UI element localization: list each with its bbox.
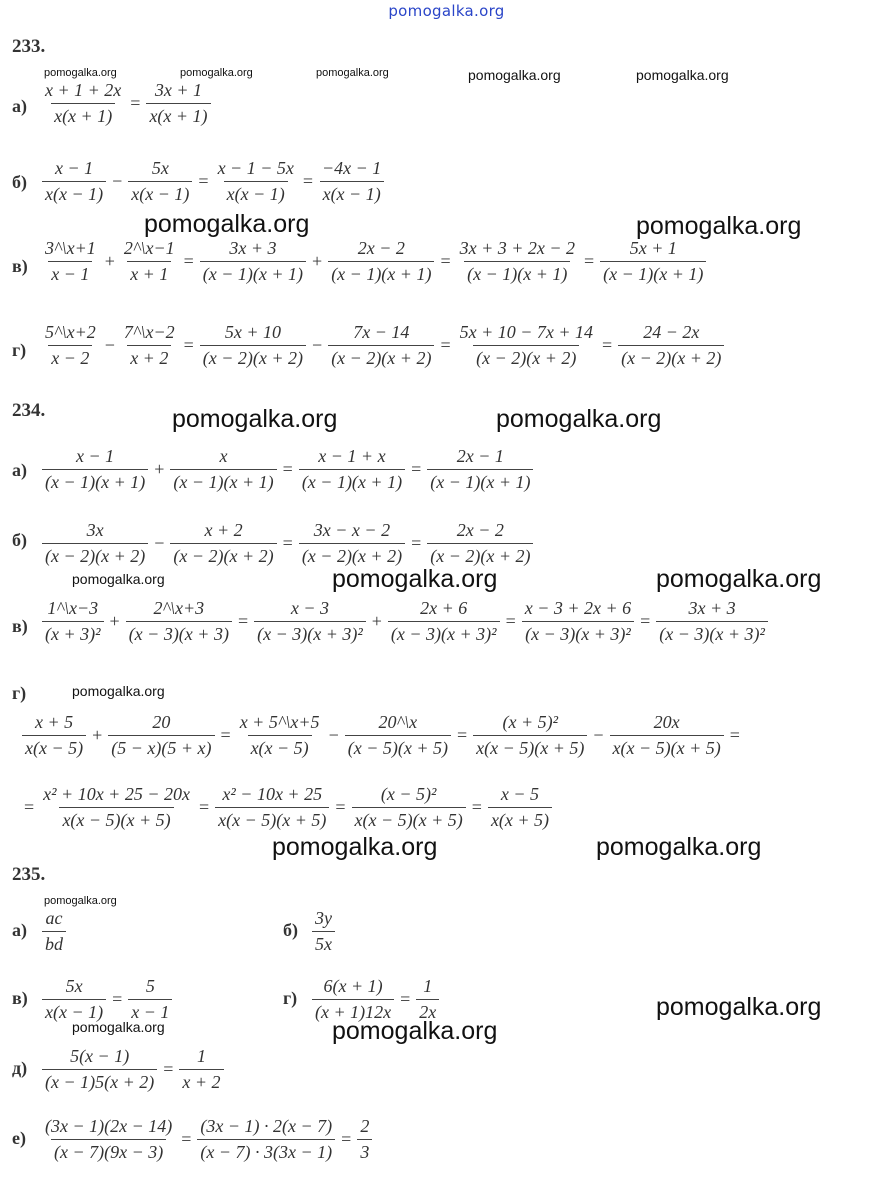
fraction xyxy=(319,158,384,204)
numerator: x − 3 xyxy=(290,598,329,618)
part-label: б) xyxy=(12,172,27,192)
denominator: x(x − 5)(x + 5) xyxy=(215,807,329,831)
numerator: 5 xyxy=(145,976,155,996)
numerator: x − 5 xyxy=(500,784,540,804)
denominator: (x − 3)(x + 3) xyxy=(126,621,232,645)
watermark: pomogalka.org xyxy=(468,67,561,83)
fraction xyxy=(427,446,533,492)
fraction xyxy=(357,1116,372,1162)
fraction xyxy=(42,520,148,566)
numerator: 3x + 1 xyxy=(154,80,203,100)
equation xyxy=(40,446,535,492)
watermark: pomogalka.org xyxy=(72,571,165,587)
fraction xyxy=(42,158,106,204)
numerator: −4x − 1 xyxy=(322,158,382,178)
denominator: (x − 1)5(x + 2) xyxy=(42,1069,157,1093)
part-label: а) xyxy=(12,460,27,480)
part-label: в) xyxy=(12,256,28,276)
part-label: г) xyxy=(283,988,298,1008)
equation xyxy=(20,784,554,830)
operator: = xyxy=(411,532,422,553)
denominator: (x − 3)(x + 3)² xyxy=(522,621,634,645)
denominator: (x − 1)(x + 1) xyxy=(464,261,570,285)
denominator: (x − 2)(x + 2) xyxy=(170,543,276,567)
operator: = xyxy=(237,610,249,631)
fraction xyxy=(146,80,210,126)
numerator: 3x xyxy=(86,520,104,540)
watermark: pomogalka.org xyxy=(172,405,338,433)
numerator: x xyxy=(219,446,228,466)
numerator: 2^\x−1 xyxy=(123,238,175,258)
operator: − xyxy=(312,334,323,355)
numerator: 1 xyxy=(196,1046,206,1066)
part-label: а) xyxy=(12,920,27,940)
fraction xyxy=(618,322,724,368)
numerator: 5x + 1 xyxy=(629,238,677,258)
fraction xyxy=(457,322,596,368)
equation xyxy=(40,908,68,954)
operator: + xyxy=(109,610,120,631)
denominator: x(x + 5) xyxy=(488,807,552,831)
operator: = xyxy=(112,988,123,1009)
watermark: pomogalka.org xyxy=(44,67,117,79)
operator: = xyxy=(302,170,313,191)
operator: = xyxy=(198,170,209,191)
watermark: pomogalka.org xyxy=(496,405,662,433)
watermark: pomogalka.org xyxy=(636,212,802,240)
problem-number: 233. xyxy=(12,36,46,57)
denominator: x + 2 xyxy=(127,345,171,369)
numerator: 6(x + 1) xyxy=(323,976,383,996)
denominator: x(x − 5)(x + 5) xyxy=(352,807,466,831)
denominator: x(x − 1) xyxy=(128,181,192,205)
denominator: x + 1 xyxy=(127,261,171,285)
numerator: x − 1 + x xyxy=(318,446,386,466)
numerator: 3x + 3 xyxy=(688,598,736,618)
numerator: 5(x − 1) xyxy=(70,1046,130,1066)
fraction xyxy=(108,712,214,758)
fraction xyxy=(254,598,366,644)
fraction xyxy=(42,80,124,126)
part-label: б) xyxy=(283,920,298,940)
denominator: (x − 7) · 3(3x − 1) xyxy=(197,1139,335,1163)
operator: + xyxy=(92,724,103,745)
fraction xyxy=(312,908,335,954)
operator: = xyxy=(411,458,422,479)
operator: = xyxy=(335,796,346,817)
part-label: д) xyxy=(12,1058,28,1078)
operator: − xyxy=(328,724,339,745)
denominator: (x − 2)(x + 2) xyxy=(427,543,533,567)
fraction xyxy=(121,238,178,284)
part-label: в) xyxy=(12,988,28,1008)
equation xyxy=(40,520,535,566)
fraction xyxy=(200,322,306,368)
denominator: (x − 1)(x + 1) xyxy=(600,261,706,285)
operator: = xyxy=(181,1128,192,1149)
denominator: x(x − 1) xyxy=(224,181,288,205)
fraction xyxy=(457,238,578,284)
numerator: 5x + 10 xyxy=(224,322,281,342)
numerator: 7^\x−2 xyxy=(123,322,175,342)
denominator: x(x − 5)(x + 5) xyxy=(610,735,724,759)
denominator: x − 2 xyxy=(48,345,92,369)
numerator: 3y xyxy=(315,908,332,928)
numerator: x − 1 xyxy=(76,446,115,466)
denominator: x(x + 1) xyxy=(146,103,210,127)
numerator: x² − 10x + 25 xyxy=(222,784,323,804)
part-label: е) xyxy=(12,1128,26,1148)
watermark: pomogalka.org xyxy=(272,833,438,861)
operator: = xyxy=(471,796,482,817)
fraction xyxy=(427,520,533,566)
operator: = xyxy=(729,724,740,745)
numerator: ac xyxy=(45,908,63,928)
denominator: (x − 1)(x + 1) xyxy=(427,469,533,493)
numerator: x + 1 + 2x xyxy=(45,80,122,100)
numerator: (3x − 1) · 2(x − 7) xyxy=(200,1116,333,1136)
watermark: pomogalka.org xyxy=(656,993,822,1021)
numerator: 3x + 3 xyxy=(229,238,277,258)
numerator: 5^\x+2 xyxy=(45,322,96,342)
operator: + xyxy=(154,458,165,479)
part-label: г) xyxy=(12,340,27,360)
denominator: x(x − 5)(x + 5) xyxy=(473,735,587,759)
fraction xyxy=(237,712,323,758)
numerator: x + 5^\x+5 xyxy=(239,712,320,732)
denominator: (x + 1)12x xyxy=(312,999,394,1023)
operator: = xyxy=(341,1128,352,1149)
operator: = xyxy=(198,796,210,817)
part-label: г) xyxy=(12,683,27,703)
denominator: 3 xyxy=(357,1139,372,1163)
denominator: (x − 3)(x + 3)² xyxy=(388,621,500,645)
fraction xyxy=(473,712,587,758)
site-header-link[interactable]: pomogalka.org xyxy=(388,2,505,20)
fraction xyxy=(40,784,193,830)
watermark: pomogalka.org xyxy=(44,895,117,907)
fraction xyxy=(22,712,86,758)
fraction xyxy=(197,1116,335,1162)
denominator: bd xyxy=(42,931,66,955)
fraction xyxy=(215,784,329,830)
operator: = xyxy=(584,250,595,271)
fraction xyxy=(328,322,434,368)
fraction xyxy=(299,446,405,492)
equation xyxy=(40,238,708,284)
equation xyxy=(40,1046,226,1092)
problem-number: 234. xyxy=(12,400,46,421)
numerator: 7x − 14 xyxy=(353,322,410,342)
operator: = xyxy=(602,334,613,355)
fraction xyxy=(328,238,434,284)
denominator: (x − 2)(x + 2) xyxy=(618,345,724,369)
fraction xyxy=(488,784,552,830)
numerator: 2x − 2 xyxy=(357,238,405,258)
numerator: 2x − 2 xyxy=(456,520,504,540)
numerator: 2x + 6 xyxy=(420,598,468,618)
fraction xyxy=(179,1046,223,1092)
fraction xyxy=(312,976,394,1022)
numerator: 1 xyxy=(423,976,433,996)
fraction xyxy=(345,712,451,758)
operator: = xyxy=(130,92,141,113)
fraction xyxy=(388,598,500,644)
numerator: 20^\x xyxy=(378,712,418,732)
fraction xyxy=(42,322,99,368)
fraction xyxy=(170,520,276,566)
part-label: в) xyxy=(12,616,28,636)
equation xyxy=(20,712,744,758)
fraction xyxy=(610,712,724,758)
numerator: x² + 10x + 25 − 20x xyxy=(43,784,190,804)
operator: = xyxy=(282,458,293,479)
fraction xyxy=(121,322,178,368)
fraction xyxy=(656,598,768,644)
denominator: (x − 2)(x + 2) xyxy=(200,345,306,369)
numerator: x + 2 xyxy=(204,520,243,540)
denominator: (x + 3)² xyxy=(42,621,104,645)
operator: − xyxy=(154,532,165,553)
denominator: x + 2 xyxy=(179,1069,223,1093)
numerator: 2 xyxy=(360,1116,370,1136)
watermark: pomogalka.org xyxy=(144,210,310,238)
operator: = xyxy=(183,250,194,271)
operator: = xyxy=(440,250,451,271)
numerator: x − 3 + 2x + 6 xyxy=(524,598,632,618)
watermark: pomogalka.org xyxy=(656,565,822,593)
fraction xyxy=(522,598,634,644)
operator: = xyxy=(163,1058,174,1079)
denominator: x − 1 xyxy=(128,999,172,1023)
denominator: x − 1 xyxy=(48,261,92,285)
operator: = xyxy=(440,334,451,355)
operator: = xyxy=(183,334,194,355)
denominator: (x − 1)(x + 1) xyxy=(42,469,148,493)
fraction xyxy=(42,976,106,1022)
operator: = xyxy=(505,610,516,631)
numerator: (x + 5)² xyxy=(502,712,559,732)
fraction xyxy=(170,446,276,492)
fraction xyxy=(416,976,439,1022)
numerator: 3^\x+1 xyxy=(45,238,96,258)
fraction xyxy=(215,158,297,204)
operator: = xyxy=(24,796,35,817)
problem-number: 235. xyxy=(12,864,46,885)
numerator: x − 1 − 5x xyxy=(217,158,294,178)
numerator: 5x xyxy=(65,976,83,996)
fraction xyxy=(299,520,405,566)
operator: = xyxy=(220,724,231,745)
operator: = xyxy=(640,610,651,631)
fraction xyxy=(126,598,232,644)
denominator: (x − 2)(x + 2) xyxy=(473,345,579,369)
operator: + xyxy=(104,250,115,271)
denominator: (x − 1)(x + 1) xyxy=(299,469,405,493)
numerator: 20x xyxy=(653,712,680,732)
equation xyxy=(40,598,770,644)
denominator: (x − 1)(x + 1) xyxy=(200,261,306,285)
fraction xyxy=(600,238,706,284)
denominator: (x − 2)(x + 2) xyxy=(299,543,405,567)
fraction xyxy=(128,976,172,1022)
operator: = xyxy=(282,532,293,553)
watermark: pomogalka.org xyxy=(72,1019,165,1035)
denominator: (5 − x)(5 + x) xyxy=(108,735,214,759)
equation xyxy=(40,80,213,126)
watermark: pomogalka.org xyxy=(180,67,253,79)
denominator: x(x − 5)(x + 5) xyxy=(59,807,173,831)
operator: + xyxy=(371,610,382,631)
numerator: x − 1 xyxy=(54,158,94,178)
fraction xyxy=(352,784,466,830)
operator: + xyxy=(312,250,323,271)
denominator: x(x + 1) xyxy=(51,103,115,127)
denominator: (x − 5)(x + 5) xyxy=(345,735,451,759)
numerator: 5x + 10 − 7x + 14 xyxy=(459,322,594,342)
denominator: x(x − 1) xyxy=(42,181,106,205)
operator: − xyxy=(104,334,115,355)
numerator: (3x − 1)(2x − 14) xyxy=(45,1116,173,1136)
watermark: pomogalka.org xyxy=(596,833,762,861)
equation xyxy=(40,976,174,1022)
watermark: pomogalka.org xyxy=(636,67,729,83)
numerator: 3x + 3 + 2x − 2 xyxy=(459,238,576,258)
denominator: x(x − 5) xyxy=(248,735,312,759)
watermark: pomogalka.org xyxy=(332,565,498,593)
denominator: x(x − 1) xyxy=(42,999,106,1023)
fraction xyxy=(42,1116,175,1162)
denominator: (x − 1)(x + 1) xyxy=(328,261,434,285)
equation xyxy=(40,158,386,204)
equation xyxy=(310,976,441,1022)
watermark: pomogalka.org xyxy=(316,67,389,79)
fraction xyxy=(128,158,192,204)
operator: = xyxy=(456,724,468,745)
denominator: (x − 2)(x + 2) xyxy=(328,345,434,369)
watermark: pomogalka.org xyxy=(332,1017,498,1045)
denominator: x(x − 1) xyxy=(320,181,384,205)
denominator: (x − 1)(x + 1) xyxy=(170,469,276,493)
fraction xyxy=(42,1046,157,1092)
denominator: (x − 3)(x + 3)² xyxy=(254,621,366,645)
part-label: б) xyxy=(12,530,27,550)
fraction xyxy=(42,238,99,284)
denominator: 2x xyxy=(416,999,439,1023)
fraction xyxy=(42,908,66,954)
fraction xyxy=(200,238,306,284)
equation xyxy=(40,1116,374,1162)
fraction xyxy=(42,598,104,644)
part-label: а) xyxy=(12,96,27,116)
numerator: 3x − x − 2 xyxy=(313,520,391,540)
numerator: 5x xyxy=(151,158,169,178)
operator: − xyxy=(112,170,123,191)
denominator: 5x xyxy=(312,931,335,955)
watermark: pomogalka.org xyxy=(72,683,165,699)
equation xyxy=(310,908,337,954)
operator: − xyxy=(593,724,604,745)
numerator: 1^\x−3 xyxy=(47,598,99,618)
numerator: 20 xyxy=(152,712,171,732)
fraction xyxy=(42,446,148,492)
numerator: 2^\x+3 xyxy=(153,598,205,618)
denominator: (x − 7)(9x − 3) xyxy=(51,1139,166,1163)
numerator: x + 5 xyxy=(34,712,74,732)
denominator: (x − 2)(x + 2) xyxy=(42,543,148,567)
numerator: 2x − 1 xyxy=(456,446,504,466)
denominator: x(x − 5) xyxy=(22,735,86,759)
operator: = xyxy=(400,988,411,1009)
equation xyxy=(40,322,726,368)
numerator: (x − 5)² xyxy=(380,784,437,804)
numerator: 24 − 2x xyxy=(643,322,700,342)
denominator: (x − 3)(x + 3)² xyxy=(656,621,768,645)
